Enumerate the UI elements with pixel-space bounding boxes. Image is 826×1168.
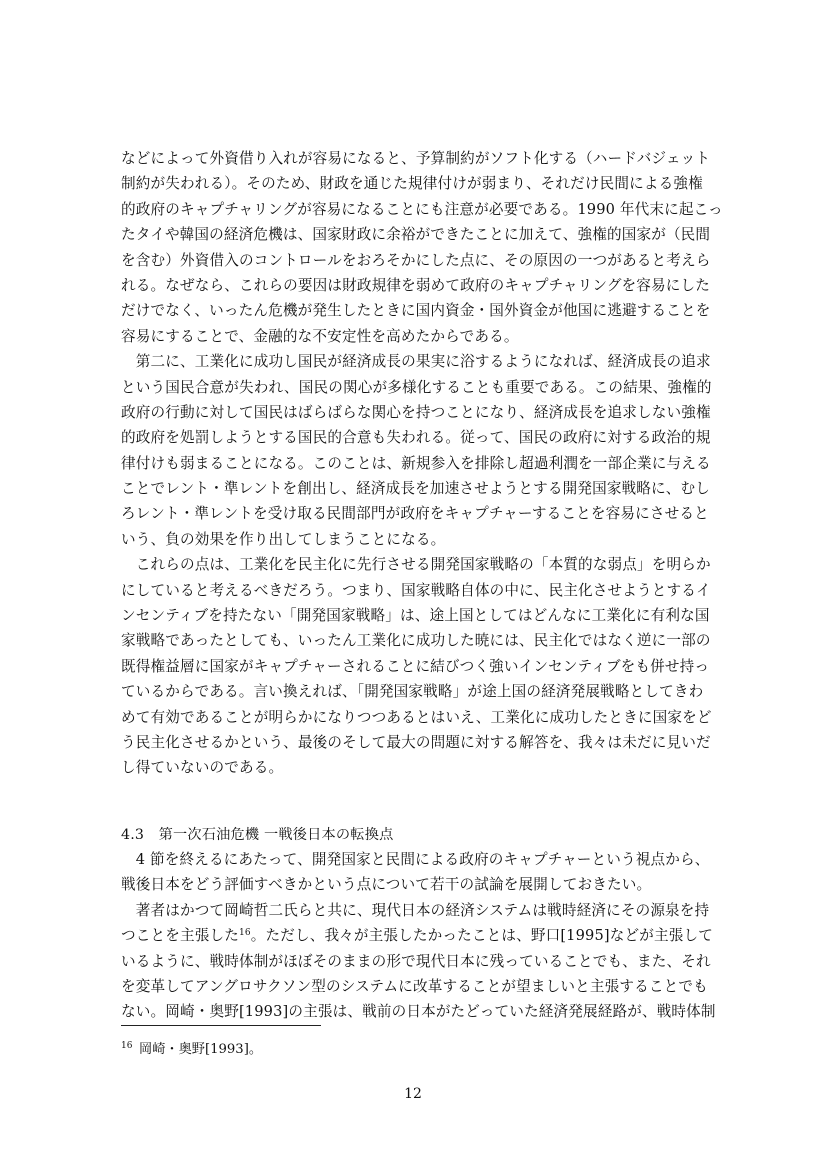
footnote-divider [121,1025,321,1026]
footnote [121,1038,262,1057]
text-line: 著者はかつて岡崎哲二氏らと共に、現代日本の経済システムは戦時経済にその源泉を持 [121,901,710,919]
text-line: たタイや韓国の経済危機は、国家財政に余裕ができたことに加えて、強権的国家が（民間 [121,226,711,244]
text-line: などによって外資借り入れが容易になると、予算制約がソフト化する（ハードバジェット [121,150,711,167]
text-line: 的政府のキャプチャリングが容易になることにも注意が必要である。1990 年代末に起こっ [121,200,723,218]
text-line: 家戦略であったとしても、いったん工業化に成功した暁には、民主化ではなく逆に一部の [121,632,711,650]
text-line: いるように、戦時体制がほぼそのままの形で現代日本に残っていることでも、また、それ [121,952,711,970]
text-line: を含む）外資借入のコントロールをおろそかにした点に、その原因の一つがあると考えら [121,251,711,269]
text-line: 政府の行動に対して国民はばらばらな関心を持つことになり、経済成長を追求しない強権 [121,403,711,421]
paragraph-4 [121,847,717,898]
text-line: 制約が失われる）。そのため、財政を通じた規律付けが弱まり、それだけ民間による強権 [121,175,703,193]
footnote-reference[interactable]: 16 [238,928,251,939]
text-line: れる。なぜなら、これらの要因は財政規律を弱めて政府のキャプチャリングを容易にした [121,276,711,294]
text-line: ているからである。言い換えれば、「開発国家戦略」が途上国の経済発展戦略としてきわ [121,683,704,701]
paragraph-3 [121,552,717,781]
text-line: いう、負の効果を作り出してしまうことになる。 [121,530,446,548]
paragraph-1 [121,146,723,349]
text-line: ンセンティブを持たない「開発国家戦略」は、途上国としてはどんなに工業化に有利な国 [121,607,710,625]
section-heading [121,824,393,844]
text-line: 的政府を処罰しようとする国民的合意も失われる。従って、国民の政府に対する政治的規 [121,429,711,447]
text-line: 既得権益層に国家がキャプチャーされることに結びつく強いインセンティブをも併せ持っ [121,657,710,675]
section-title: 第一次石油危機 一戦後日本の転換点 [158,827,394,843]
text-segment: 。ただし、我々が主張したかったことは、野口[1995]などが主張して [250,927,713,945]
text-line: だけでなく、いったん危機が発生したときに国内資金・国外資金が他国に逃避することを [121,302,711,320]
text-line-with-footnote [121,923,717,948]
text-line: 律付けも弱まることになる。このことは、新規参入を排除し超過利潤を一部企業に与える [121,454,711,472]
text-line: 容易にすることで、金融的な不安定性を高めたからである。 [121,327,519,345]
text-line: という国民合意が失われ、国民の関心が多様化することも重要である。この結果、強権的 [121,378,712,396]
paragraph-5 [121,898,717,1025]
text-line: し得ていないのである。 [121,759,284,777]
footnote-text: 岡崎・奥野[1993]。 [139,1042,263,1057]
text-line: めて有効であることが明らかになりつつあるとはいえ、工業化に成功したときに国家をど [121,708,712,726]
text-line: これらの点は、工業化を民主化に先行させる開発国家戦略の「本質的な弱点」を明らか [121,556,711,574]
text-line: にしていると考えるべきだろう。つまり、国家戦略自体の中に、民主化させようとするイ [121,581,711,599]
footnote-marker: 16 [121,1041,133,1051]
body-text-after-section [121,847,717,1025]
text-segment: つことを主張した [121,927,239,945]
text-line: 第二に、工業化に成功し国民が経済成長の果実に浴するようになれば、経済成長の追求 [121,353,711,371]
body-text-before-section [121,146,723,781]
text-line: ろレント・準レントを受け取る民間部門が政府をキャプチャーすることを容易にさせると [121,505,709,523]
text-line: ことでレント・準レントを創出し、経済成長を加速させようとする開発国家戦略に、むし [121,480,711,498]
paragraph-2 [121,349,717,552]
text-line: ない。岡崎・奥野[1993]の主張は、戦前の日本がたどっていた経済発展経路が、戦時体制 [121,1003,716,1021]
text-line: う民主化させるかという、最後のそして最大の問題に対する解答を、我々は未だに見いだ [121,733,711,751]
text-line: 4 節を終えるにあたって、開発国家と民間による政府のキャプチャーという視点から、 [121,851,710,868]
section-number: 4.3 [121,827,145,843]
text-line: を変革してアングロサクソン型のシステムに改革することが望ましいと主張することでも [121,977,708,995]
text-line: 戦後日本をどう評価すべきかという点について若干の試論を展開しておきたい。 [121,876,652,894]
page-number: 12 [404,1086,422,1102]
